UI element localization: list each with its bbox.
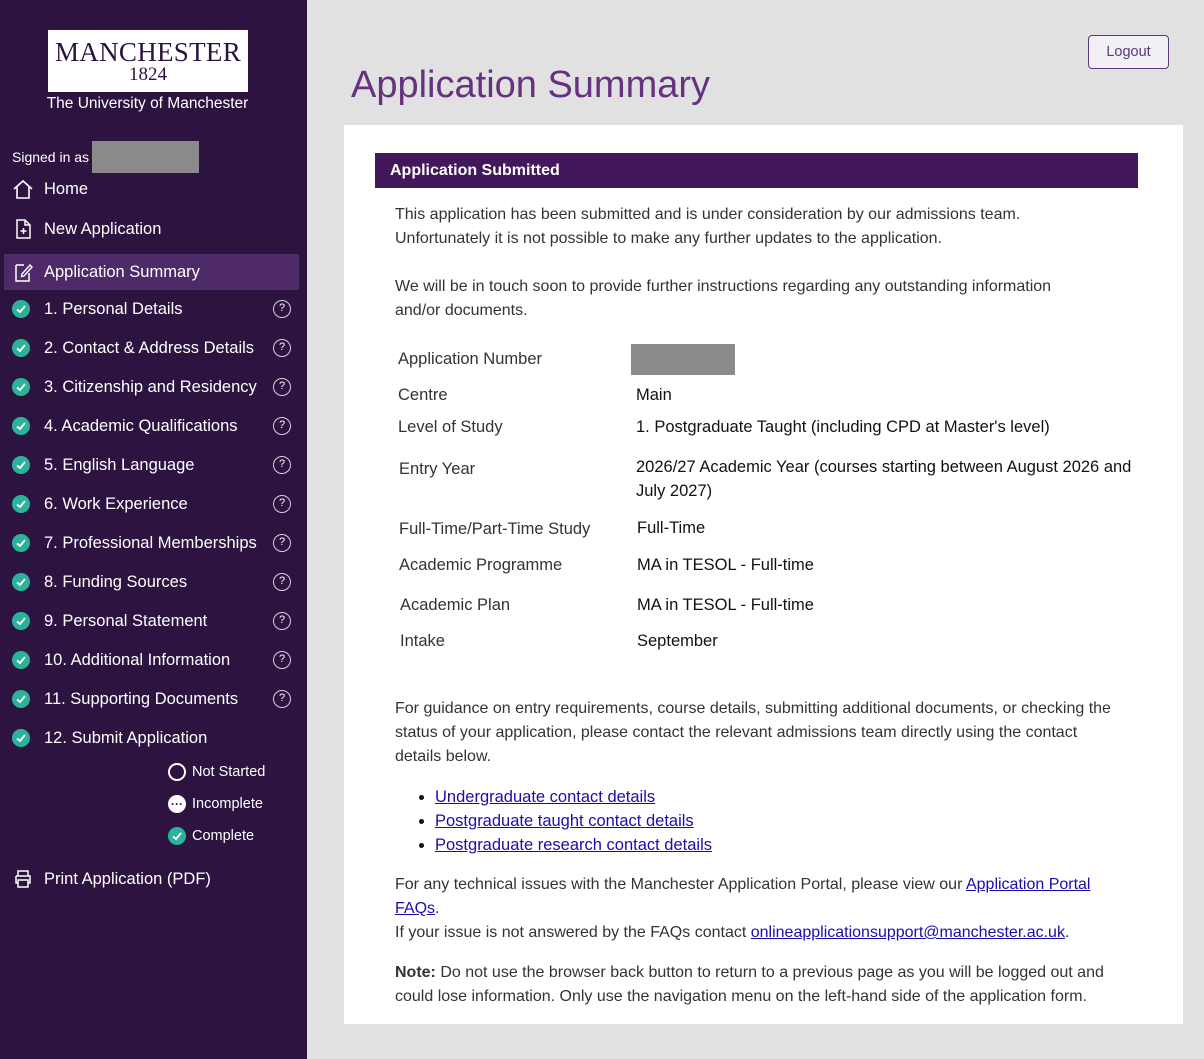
tech-prefix: For any technical issues with the Manchester Application Portal, please view our — [395, 876, 966, 893]
legend-not-started — [168, 763, 265, 781]
entry-year-value — [636, 455, 1131, 503]
tech-line — [395, 873, 1090, 897]
signed-in-label: Signed in as — [12, 149, 90, 165]
note-line: could lose information. Only use the navigation menu on the left-hand side of the application form. — [395, 988, 1087, 1005]
step-label: 1. Personal Details — [44, 299, 183, 318]
printer-icon — [12, 868, 34, 890]
step-label: 8. Funding Sources — [44, 572, 188, 591]
step-item[interactable] — [12, 645, 299, 675]
complete-check-icon — [168, 827, 186, 845]
incomplete-icon: ··· — [168, 795, 186, 813]
help-icon[interactable]: ? — [273, 612, 291, 630]
nav-new-application-label: New Application — [44, 219, 162, 238]
note-text — [395, 961, 1104, 1009]
help-icon[interactable]: ? — [273, 417, 291, 435]
level-label: Level of Study — [398, 418, 503, 436]
plan-value: MA in TESOL - Full-time — [637, 596, 814, 614]
step-label: 4. Academic Qualifications — [44, 416, 238, 435]
legend-complete — [168, 827, 254, 845]
contact-links-list — [435, 785, 712, 857]
guidance-text — [395, 697, 1111, 769]
help-icon[interactable]: ? — [273, 300, 291, 318]
home-icon — [12, 178, 34, 200]
intro-line: This application has been submitted and is under consideration by our admissions team. — [395, 206, 1021, 223]
note-line — [395, 961, 1104, 985]
touch-line: We will be in touch soon to provide further instructions regarding any outstanding information — [395, 278, 1052, 295]
step-label: 10. Additional Information — [44, 650, 231, 669]
pgr-contact-link[interactable]: Postgraduate research contact details — [435, 836, 712, 854]
faq-suffix: . — [1064, 924, 1070, 941]
step-label: 12. Submit Application — [44, 728, 208, 747]
help-icon[interactable]: ? — [273, 495, 291, 513]
application-number-label: Application Number — [398, 350, 542, 368]
complete-check-icon — [12, 651, 30, 669]
help-icon[interactable]: ? — [273, 573, 291, 591]
mode-value: Full-Time — [637, 519, 706, 537]
complete-check-icon — [12, 495, 30, 513]
help-icon[interactable]: ? — [273, 456, 291, 474]
step-label: 3. Citizenship and Residency — [44, 377, 257, 396]
intake-value: September — [637, 632, 718, 650]
touch-line: and/or documents. — [395, 302, 528, 319]
help-icon[interactable]: ? — [273, 651, 291, 669]
programme-value: MA in TESOL - Full-time — [637, 556, 814, 574]
mode-label: Full-Time/Part-Time Study — [399, 520, 591, 538]
step-item[interactable] — [12, 684, 299, 714]
intro-line: Unfortunately it is not possible to make any further updates to the application. — [395, 230, 942, 247]
faq-contact-line — [395, 921, 1090, 945]
complete-check-icon — [12, 573, 30, 591]
legend-incomplete — [168, 795, 263, 813]
step-item[interactable] — [12, 411, 299, 441]
nav-application-summary-label: Application Summary — [44, 262, 200, 281]
help-icon[interactable]: ? — [273, 339, 291, 357]
complete-check-icon — [12, 339, 30, 357]
logo-year: 1824 — [129, 64, 167, 85]
nav-new-application[interactable] — [12, 212, 299, 246]
complete-check-icon — [12, 456, 30, 474]
centre-label: Centre — [398, 386, 448, 404]
help-icon[interactable]: ? — [273, 534, 291, 552]
complete-check-icon — [12, 729, 30, 747]
legend-incomplete-label: Incomplete — [192, 796, 263, 812]
step-label: 7. Professional Memberships — [44, 533, 257, 552]
redacted-username — [92, 141, 199, 173]
step-label: 11. Supporting Documents — [44, 689, 239, 708]
nav-home[interactable] — [12, 172, 299, 206]
faq-link-continued[interactable]: FAQs — [395, 900, 436, 917]
centre-value: Main — [636, 386, 672, 404]
university-logo[interactable] — [48, 30, 248, 92]
step-item[interactable] — [12, 294, 299, 324]
guidance-line: For guidance on entry requirements, course details, submitting additional documents, or checking the — [395, 700, 1111, 717]
pgt-contact-link[interactable]: Postgraduate taught contact details — [435, 812, 694, 830]
help-icon[interactable]: ? — [273, 690, 291, 708]
step-item[interactable] — [12, 606, 299, 636]
entry-year-label: Entry Year — [399, 460, 476, 478]
complete-check-icon — [12, 417, 30, 435]
redacted-application-number — [631, 344, 735, 375]
complete-check-icon — [12, 300, 30, 318]
legend-not-started-label: Not Started — [192, 764, 266, 780]
university-name: The University of Manchester — [46, 95, 249, 112]
application-summary-panel — [344, 125, 1183, 1024]
complete-check-icon — [12, 690, 30, 708]
list-item — [435, 785, 712, 809]
step-item[interactable] — [12, 567, 299, 597]
programme-label: Academic Programme — [399, 556, 563, 574]
touch-text — [395, 275, 1051, 323]
step-item[interactable] — [12, 528, 299, 558]
intake-label: Intake — [400, 632, 445, 650]
guidance-line: status of your application, please contact the relevant admissions team directly using the contact — [395, 724, 1078, 741]
step-label: 2. Contact & Address Details — [44, 338, 255, 357]
support-email-link[interactable]: onlineapplicationsupport@manchester.ac.uk — [750, 924, 1065, 941]
tech-suffix: . — [435, 900, 440, 917]
nav-application-summary[interactable] — [4, 254, 299, 290]
logo-wordmark: MANCHESTER — [54, 37, 241, 67]
step-label: 5. English Language — [44, 455, 195, 474]
logout-button[interactable]: Logout — [1088, 35, 1169, 69]
complete-check-icon — [12, 378, 30, 396]
step-item[interactable] — [12, 333, 299, 363]
step-item[interactable] — [12, 372, 299, 402]
step-label: 9. Personal Statement — [44, 611, 208, 630]
note-line1: Do not use the browser back button to return to a previous page as you will be logged out and — [435, 964, 1104, 981]
help-icon[interactable]: ? — [273, 378, 291, 396]
new-document-icon — [12, 218, 34, 240]
faq-link[interactable]: Application Portal — [965, 876, 1091, 893]
step-item[interactable] — [12, 723, 299, 753]
guidance-line: details below. — [395, 748, 492, 765]
list-item — [435, 833, 712, 857]
step-item[interactable] — [12, 489, 299, 519]
complete-check-icon — [12, 612, 30, 630]
level-value: 1. Postgraduate Taught (including CPD at Master's level) — [636, 418, 1050, 436]
list-item — [435, 809, 712, 833]
step-label: 6. Work Experience — [44, 494, 188, 513]
complete-check-icon — [12, 534, 30, 552]
step-item[interactable] — [12, 450, 299, 480]
not-started-icon — [168, 763, 186, 781]
status-heading: Application Submitted — [375, 153, 1138, 188]
plan-label: Academic Plan — [400, 596, 511, 614]
intro-text — [395, 203, 1020, 251]
page-title: Application Summary — [351, 64, 711, 106]
undergraduate-contact-link[interactable]: Undergraduate contact details — [435, 788, 656, 806]
technical-issues-text — [395, 873, 1090, 945]
tech-line — [395, 897, 1090, 921]
entry-year-line: July 2027) — [636, 482, 713, 500]
nav-print-label: Print Application (PDF) — [44, 869, 211, 888]
edit-document-icon — [12, 261, 34, 283]
sidebar — [0, 0, 307, 1059]
note-label: Note: — [395, 964, 436, 981]
nav-print-application[interactable] — [12, 862, 299, 896]
legend-complete-label: Complete — [192, 828, 255, 844]
faq-prefix: If your issue is not answered by the FAQs contact — [395, 924, 751, 941]
nav-home-label: Home — [44, 179, 89, 198]
entry-year-line: 2026/27 Academic Year (courses starting between August 2026 and — [636, 458, 1132, 476]
